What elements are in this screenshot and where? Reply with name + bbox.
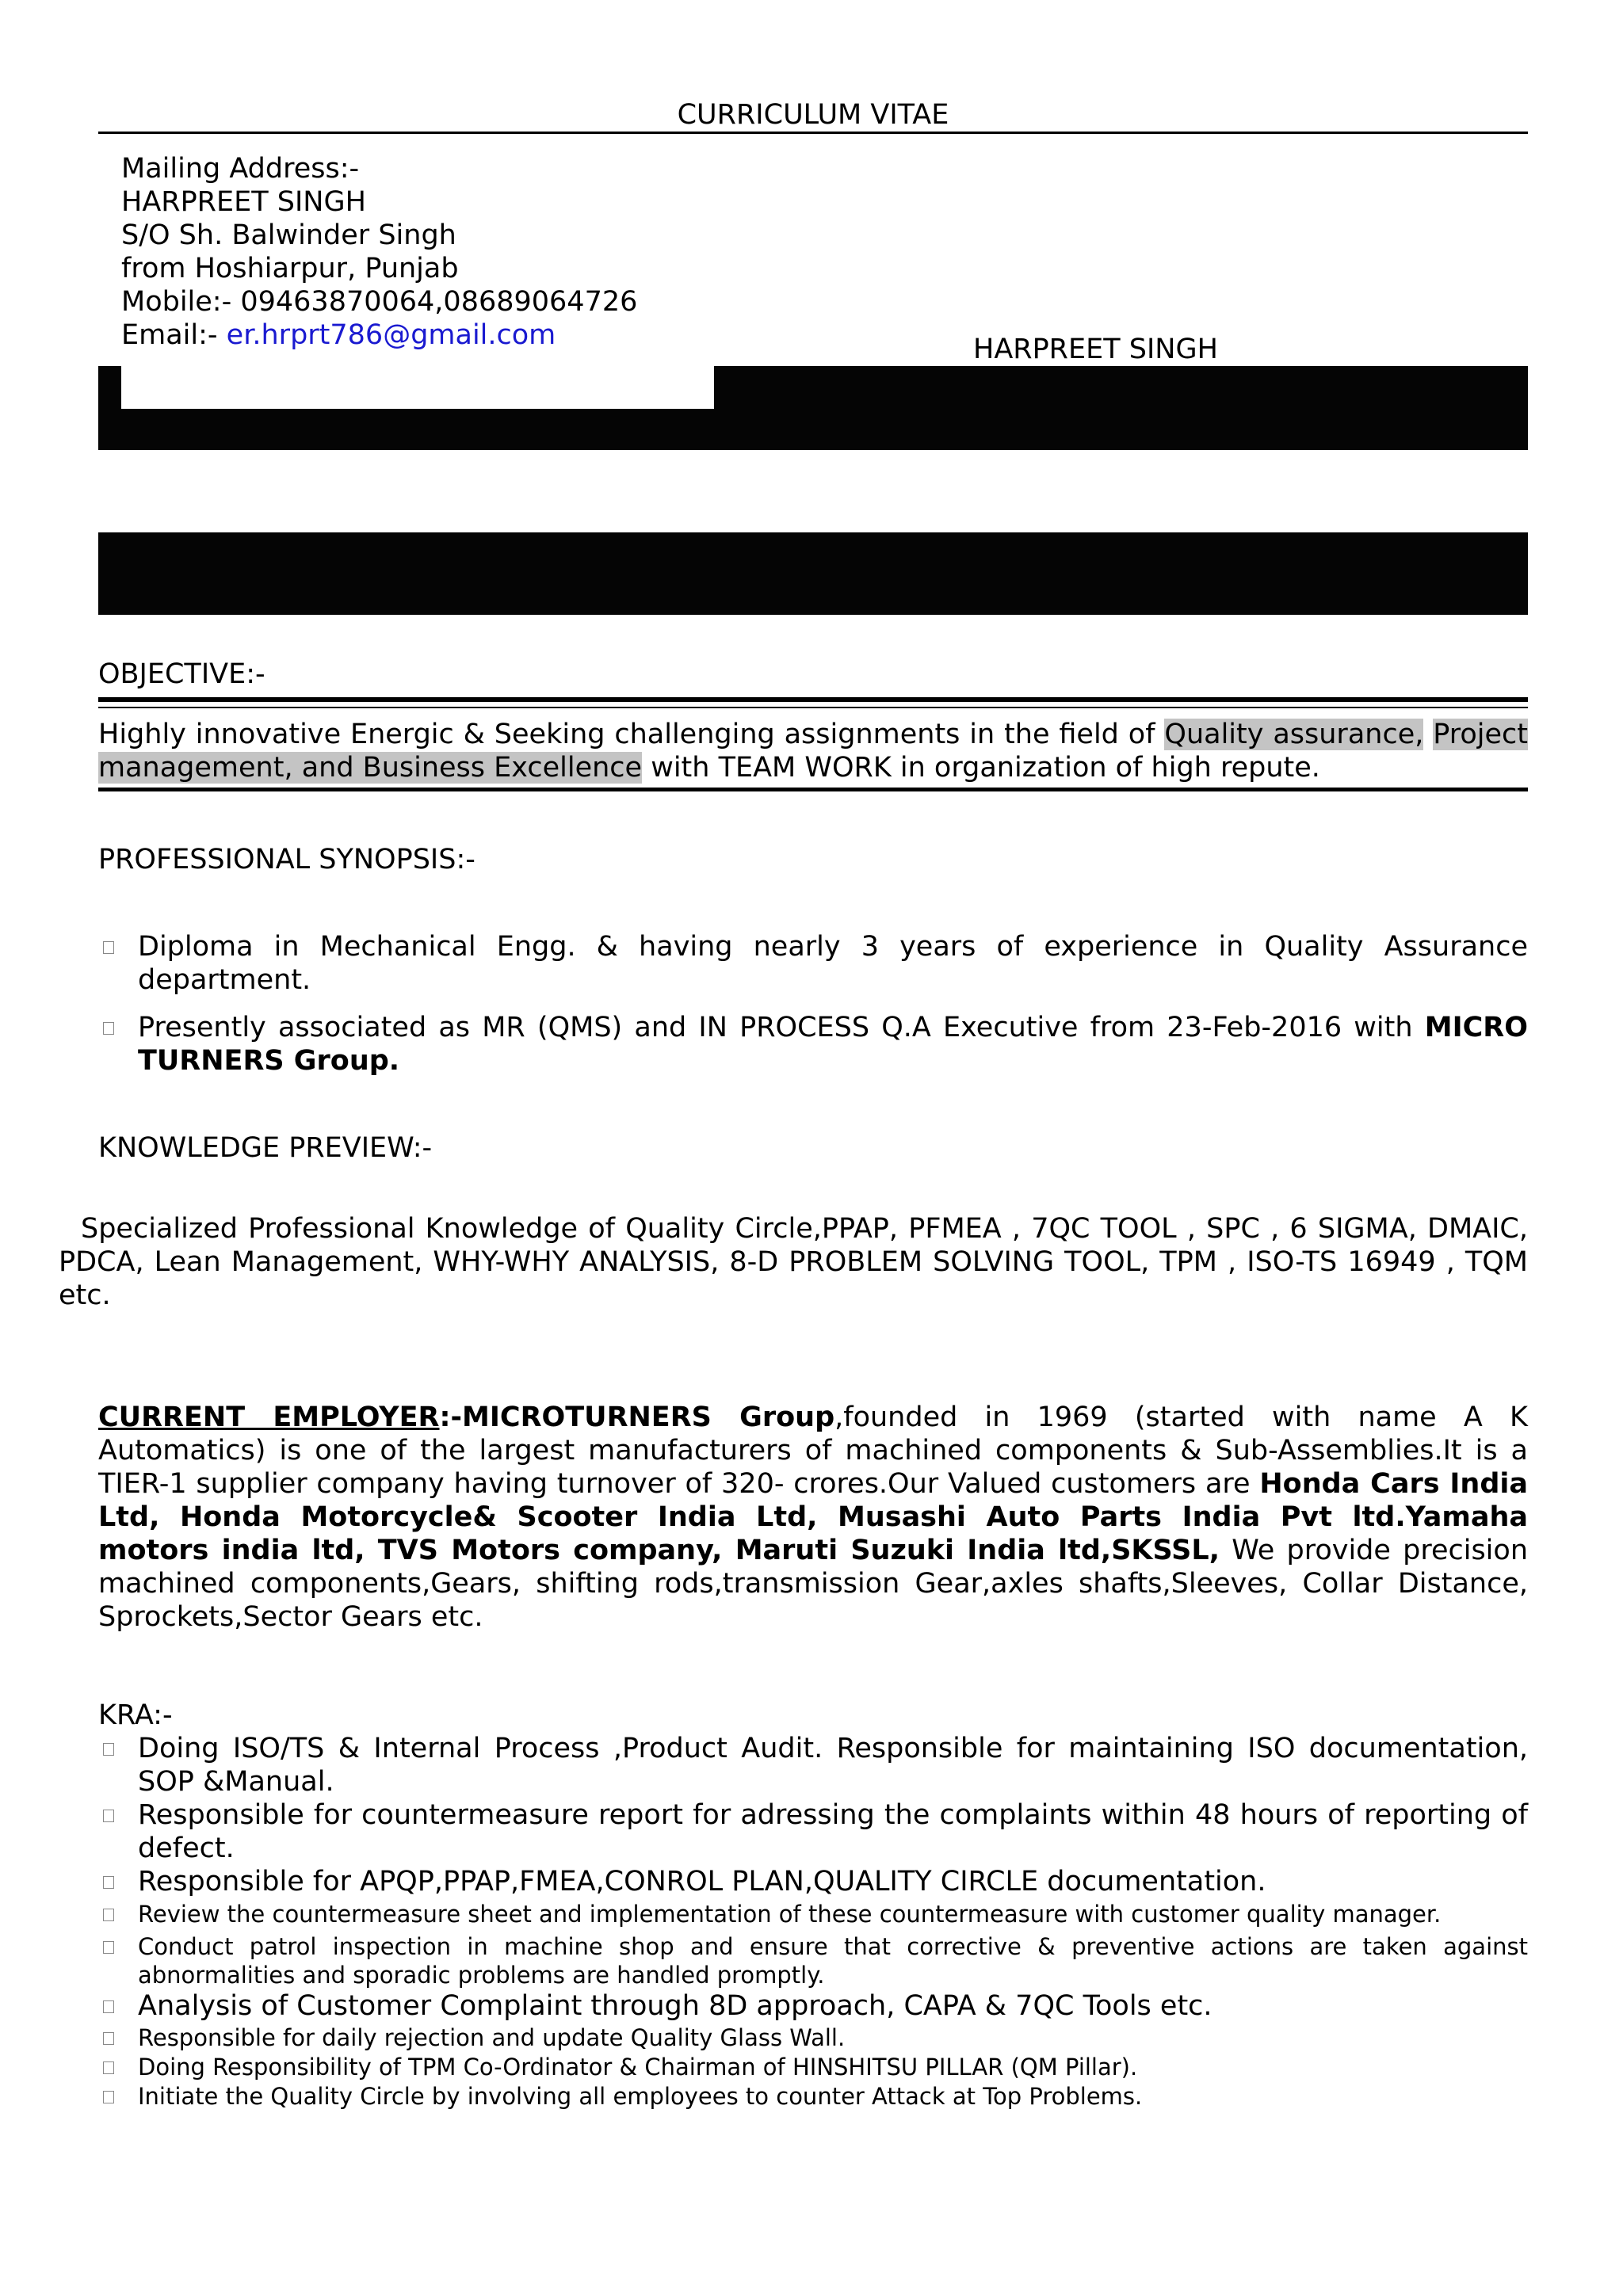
- objective-rule-top-thick: [98, 697, 1528, 702]
- synopsis-item-text: Presently associated as MR (QMS) and IN PROCESS Q.A Executive from 23-Feb-2016 with: [138, 1012, 1425, 1043]
- kra-item: [98, 1989, 1528, 2023]
- employer-text-2: We provide precision machined components,Gears, shifting rods,transmission Gear,axles shafts,Sleeves, Collar Distance, Sprockets,Sector Gears etc.: [98, 1535, 1529, 1633]
- knowledge-text: Specialized Professional Knowledge of Quality Circle,PPAP, PFMEA , 7QC TOOL , SPC , 6 SIGMA, DMAIC, PDCA, Lean Management, WHY-WHY ANALYSIS, 8-D PROBLEM SOLVING TOOL, TPM , ISO-TS 16949 , TQM etc.: [59, 1213, 1528, 1311]
- candidate-name: HARPREET SINGH: [121, 186, 366, 218]
- employer-label: CURRENT EMPLOYER: [98, 1402, 440, 1433]
- objective-text-2: with TEAM WORK in organization of high repute.: [642, 752, 1320, 784]
- email-label: Email:-: [121, 319, 227, 351]
- kra-item: [98, 2082, 1528, 2111]
- email-link[interactable]: er.hrprt786@gmail.com: [226, 319, 556, 351]
- kra-item: [98, 1798, 1528, 1865]
- kra-item: [98, 1732, 1528, 1798]
- mailing-address: [121, 152, 637, 352]
- objective-rule-top-thin: [98, 707, 1528, 708]
- kra-item-text: Responsible for APQP,PPAP,FMEA,CONROL PLAN,QUALITY CIRCLE documentation.: [138, 1866, 1266, 1897]
- parent-name: S/O Sh. Balwinder Singh: [121, 219, 456, 251]
- objective-heading: OBJECTIVE:-: [98, 658, 265, 690]
- synopsis-list: [98, 930, 1528, 1077]
- kra-item: [98, 1900, 1528, 1928]
- kra-item: [98, 2053, 1528, 2081]
- kra-item: [98, 1865, 1528, 1898]
- mobile-numbers: Mobile:- 09463870064,08689064726: [121, 286, 638, 318]
- employer-text-1: ,founded in 1969 (started with name A K Automatics) is one of the largest manufacturers of machined components & Sub-Assemblies.It is a TIER-1 supplier company having turnover of 320- crores.Our Valued customers are: [98, 1402, 1528, 1500]
- kra-item: [98, 2023, 1528, 2052]
- kra-item-text: Responsible for daily rejection and update Quality Glass Wall.: [138, 2024, 846, 2051]
- knowledge-heading: KNOWLEDGE PREVIEW:-: [98, 1132, 433, 1164]
- bullet-box-icon: [103, 2061, 114, 2074]
- kra-item-text: Review the countermeasure sheet and implementation of these countermeasure with customer quality manager.: [138, 1901, 1442, 1928]
- bullet-box-icon: [103, 1022, 114, 1035]
- right-name: HARPREET SINGH: [973, 334, 1218, 365]
- synopsis-item-text: Diploma in Mechanical Engg. & having nearly 3 years of experience in Quality Assurance department.: [138, 931, 1528, 996]
- redaction-bar-2: [98, 532, 1528, 615]
- redaction-white-box: [121, 366, 714, 409]
- kra-item: [98, 1932, 1528, 1989]
- bullet-box-icon: [103, 1909, 114, 1921]
- email-line: [121, 318, 637, 352]
- bullet-box-icon: [103, 2000, 114, 2013]
- bullet-box-icon: [103, 941, 114, 954]
- objective-highlight-2: Project management, and Business Excellence: [98, 719, 1528, 784]
- kra-heading: KRA:-: [98, 1699, 173, 1731]
- bullet-box-icon: [103, 1876, 114, 1889]
- kra-item-text: Analysis of Customer Complaint through 8D approach, CAPA & 7QC Tools etc.: [138, 1990, 1212, 2022]
- bullet-box-icon: [103, 1743, 114, 1756]
- title-underline: [98, 132, 1528, 134]
- objective-text-1: Highly innovative Energic & Seeking challenging assignments in the field of: [98, 719, 1165, 750]
- employer-customers: Honda Cars India Ltd, Honda Motorcycle& Scooter India Ltd, Musashi Auto Parts India Pvt ltd.Yamaha motors india ltd, TVS Motors company, Maruti Suzuki India ltd,SKSSL,: [98, 1468, 1529, 1566]
- bullet-box-icon: [103, 1941, 114, 1954]
- synopsis-item-bold: MICRO TURNERS Group.: [138, 1012, 1528, 1077]
- bullet-box-icon: [103, 1810, 114, 1822]
- employer-sep: :-: [439, 1402, 463, 1433]
- synopsis-item: [98, 1011, 1528, 1077]
- kra-item-text: Doing ISO/TS & Internal Process ,Product Audit. Responsible for maintaining ISO documentation, SOP &Manual.: [138, 1733, 1528, 1798]
- employer-company: MICROTURNERS Group: [462, 1402, 835, 1433]
- bullet-box-icon: [103, 2091, 114, 2103]
- synopsis-heading: PROFESSIONAL SYNOPSIS:-: [98, 844, 475, 875]
- document-title: CURRICULUM VITAE: [677, 99, 949, 131]
- objective-text: [98, 718, 1528, 784]
- kra-list: [98, 1732, 1528, 2111]
- kra-item-text: Initiate the Quality Circle by involving all employees to counter Attack at Top Problems.: [138, 2083, 1143, 2110]
- kra-item-text: Conduct patrol inspection in machine shop and ensure that corrective & preventive actions are taken against abnormalities and sporadic problems are handled promptly.: [138, 1933, 1528, 1989]
- objective-rule-bottom: [98, 788, 1528, 791]
- kra-item-text: Doing Responsibility of TPM Co-Ordinator & Chairman of HINSHITSU PILLAR (QM Pillar).: [138, 2054, 1138, 2081]
- kra-item-text: Responsible for countermeasure report for adressing the complaints within 48 hours of reporting of defect.: [138, 1799, 1528, 1864]
- synopsis-item: [98, 930, 1528, 997]
- objective-highlight-1: Quality assurance,: [1164, 719, 1424, 750]
- bullet-box-icon: [103, 2032, 114, 2045]
- address-label: Mailing Address:-: [121, 153, 360, 185]
- employer-paragraph: [98, 1401, 1528, 1634]
- hometown: from Hoshiarpur, Punjab: [121, 253, 459, 284]
